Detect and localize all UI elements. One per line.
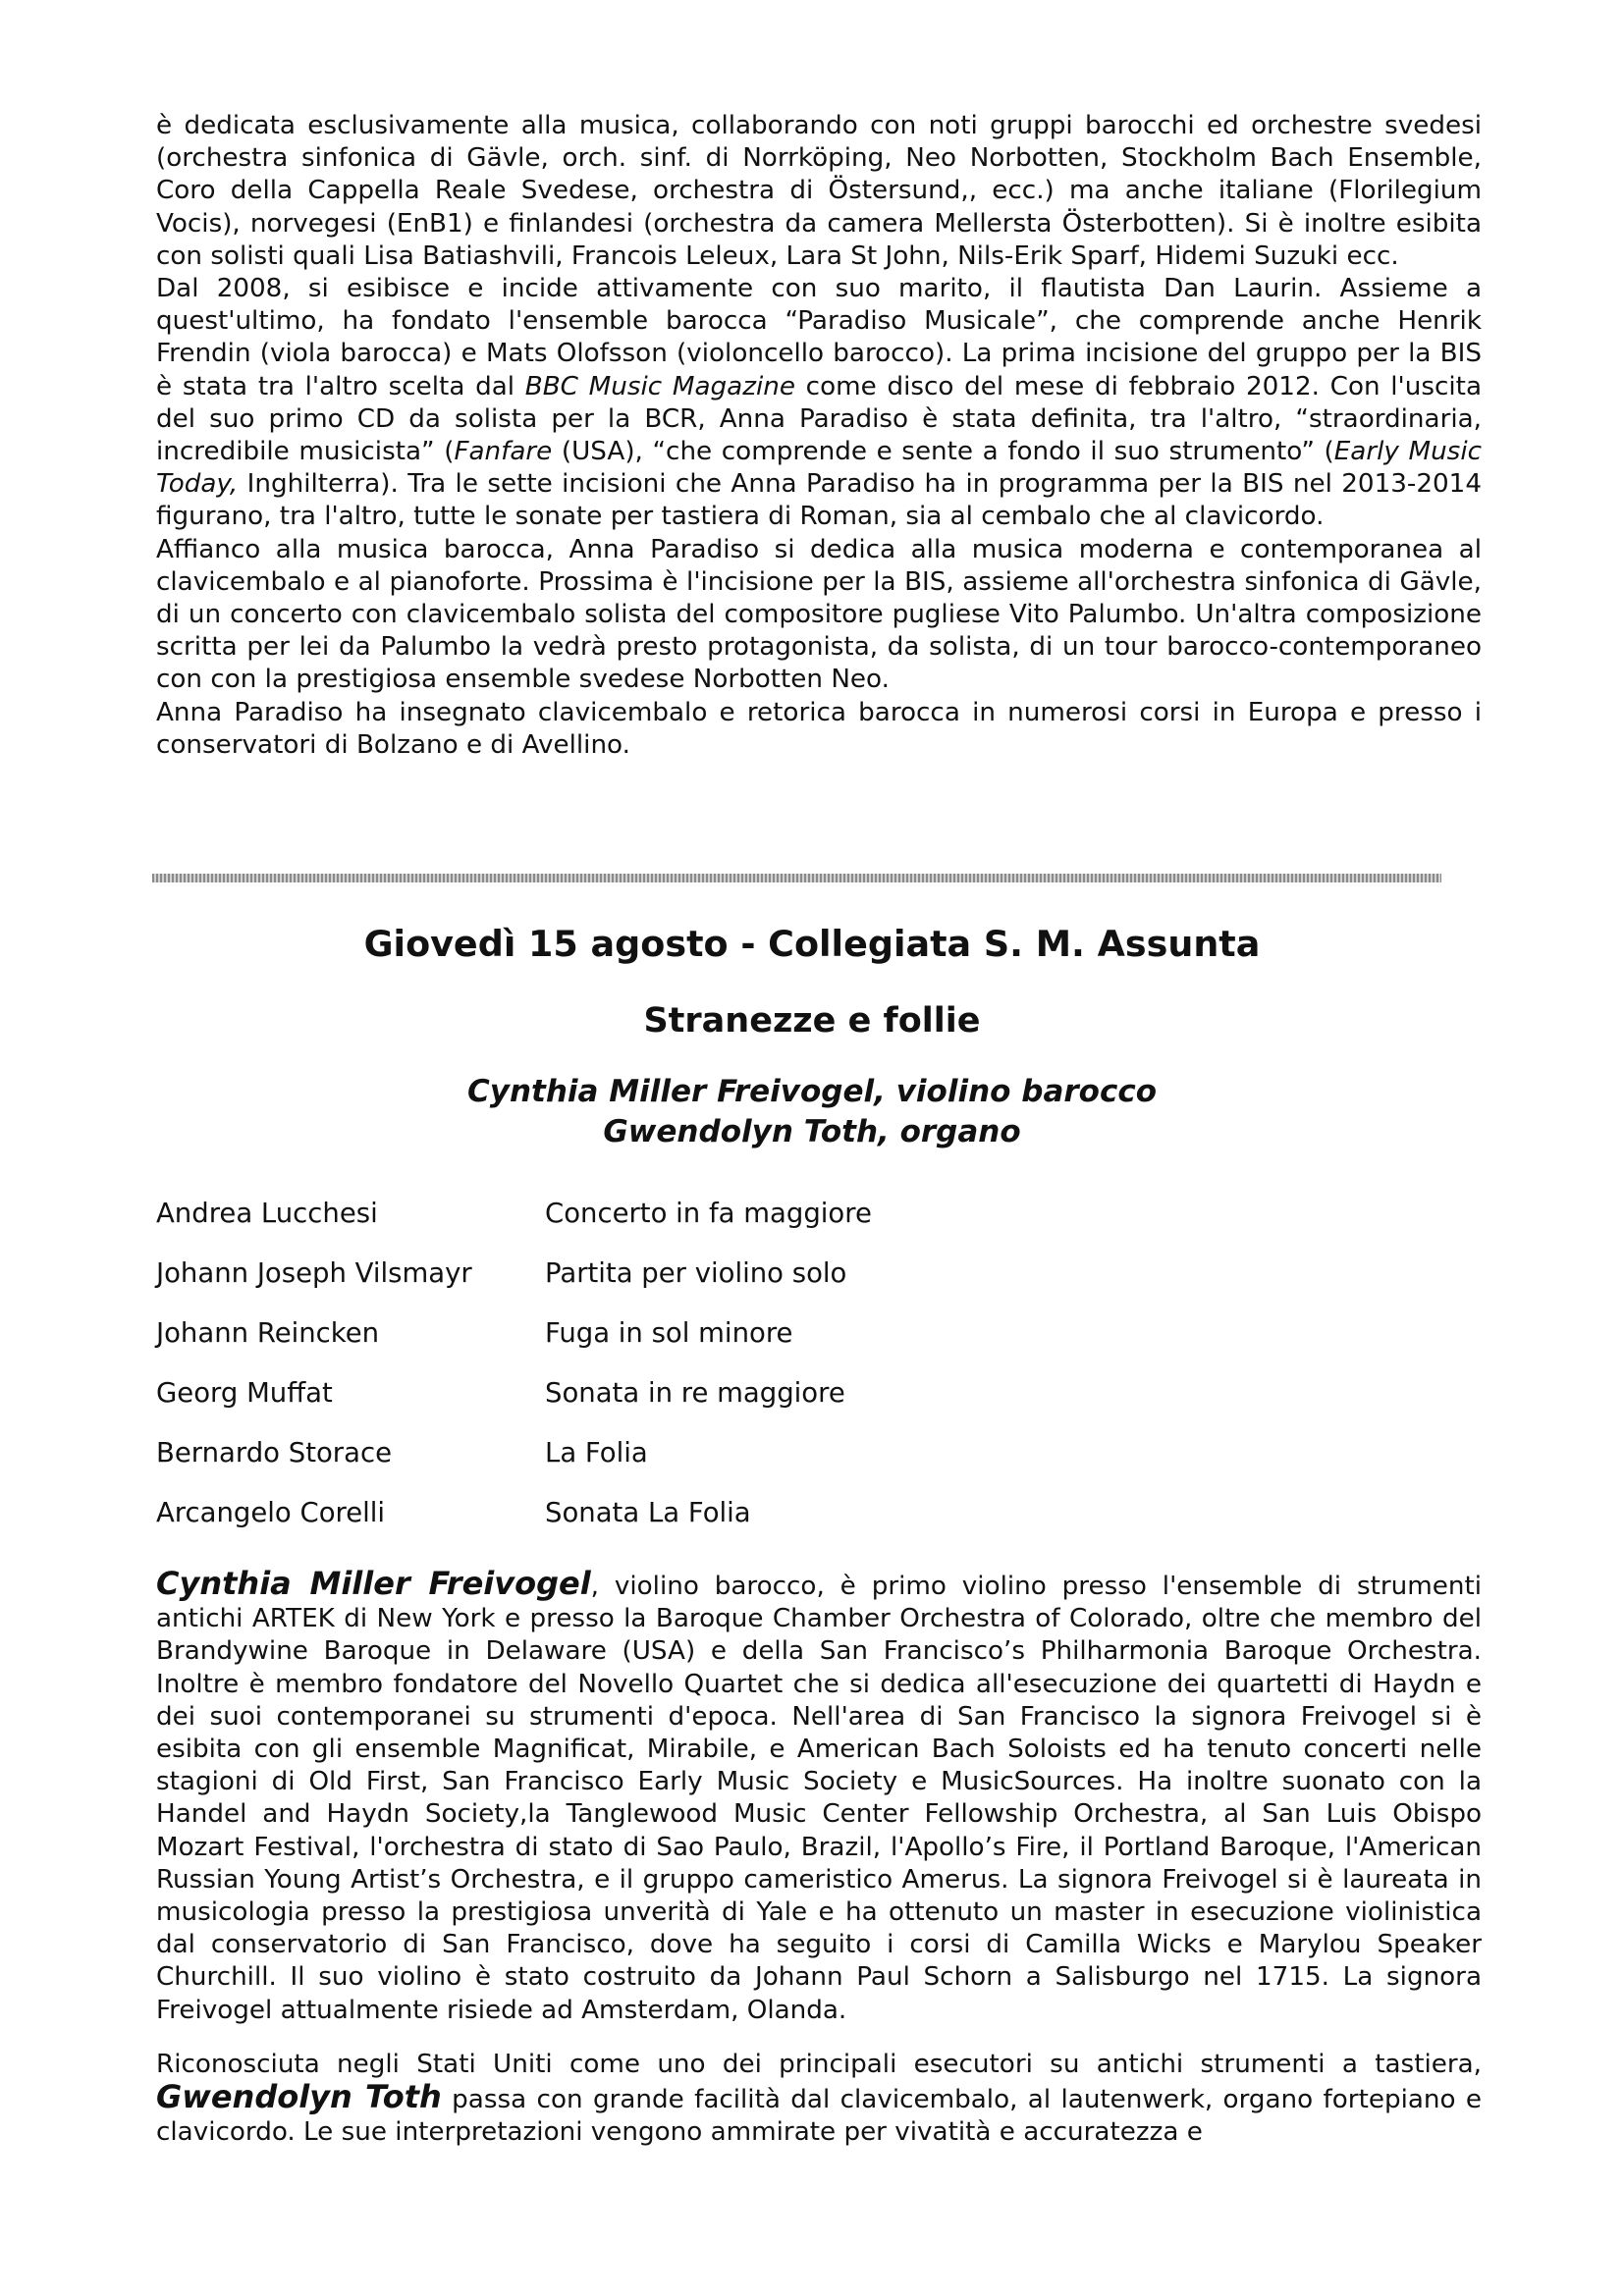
- program-composer: Arcangelo Corelli: [156, 1497, 386, 1528]
- performer-1: Cynthia Miller Freivogel, violino barocco: [467, 1074, 1157, 1109]
- intro-p2-text-d: Inghilterra). Tra le sette incisioni che Anna Paradiso ha in programma per la BIS nel 2013-2014 figurano, tra l'altro, tutte le sonate per tastiera di Roman, sia al cembalo che al clavicordo.: [156, 469, 1482, 532]
- intro-p2-text-b: come disco del mese di febbraio 2012. Con l'uscita del suo primo CD da solista per la BCR, Anna Paradiso è stata definita, tra l'altro, “straordinaria, incredibile musicista” (: [156, 371, 1482, 467]
- program-row: [156, 1196, 1334, 1255]
- program-work: Fuga in sol minore: [545, 1317, 793, 1349]
- program-composer: Johann Joseph Vilsmayr: [156, 1257, 472, 1289]
- program-row: [156, 1315, 1334, 1375]
- program-composer: Johann Reincken: [156, 1317, 380, 1349]
- event-title: Giovedì 15 agosto - Collegiata S. M. Assunta: [363, 923, 1261, 965]
- program-composer: Andrea Lucchesi: [156, 1198, 378, 1229]
- bio-name-freivogel: Cynthia Miller Freivogel: [156, 1565, 591, 1602]
- program-composer: Georg Muffat: [156, 1377, 333, 1409]
- intro-paragraph-3: Affianco alla musica barocca, Anna Paradiso si dedica alla musica moderna e contemporanea al clavicembalo e al pianoforte. Prossima è l'incisione per la BIS, assieme all'orchestra sinfonica di Gävle, di un concerto con clavicembalo solista del compositore pugliese Vito Palumbo. Un'altra composizione scritta per lei da Palumbo la vedrà presto protagonista, da solista, di un tour barocco-contemporaneo con con la prestigiosa ensemble svedese Norbotten Neo.: [156, 534, 1482, 695]
- program-work: Concerto in fa maggiore: [545, 1198, 872, 1229]
- bio-toth-text: passa con grande facilità dal clavicembalo, al lautenwerk, organo fortepiano e clavicordo. Le sue interpretazioni vengono ammirate per vivatità e accuratezza e: [156, 2085, 1483, 2148]
- bio-freivogel-text: , violino barocco, è primo violino presso l'ensemble di strumenti antichi ARTEK di New York e presso la Baroque Chamber Orchestra of Colorado, oltre che membro del Brandywine Baroque in Delaware (USA) e della San Francisco’s Philharmonia Baroque Orchestra. Inoltre è membro fondatore del Novello Quartet che si dedica all'esecuzione dei quartetti di Haydn e dei suoi contemporanei su strumenti d'epoca. Nell'area di San Francisco la signora Freivogel si è esibita con gli ensemble Magnificat, Mirabile, e American Bach Soloists ed ha tenuto concerti nelle stagioni di Old First, San Francisco Early Music Society e MusicSources. Ha inoltre suonato con la Handel and Haydn Society,la Tanglewood Music Center Fellowship Orchestra, al San Luis Obispo Mozart Festival, l'orchestra di stato di Sao Paulo, Brazil, l'Apollo’s Fire, il Portland Baroque, l'American Russian Young Artist’s Orchestra, e il gruppo cameristico Amerus. La signora Freivogel si è laureata in musicologia presso la prestigiosa unverità di Yale e ha ottenuto un master in esecuzione violinistica dal conservatorio di San Francisco, dove ha seguito i corsi di Camilla Wicks e Marylou Speaker Churchill. Il suo violino è stato costruito da Johann Paul Schorn a Salisburgo nel 1715. La signora Freivogel attualmente risiede ad Amsterdam, Olanda.: [156, 1572, 1482, 2025]
- program-work: Sonata La Folia: [545, 1497, 751, 1528]
- program-row: [156, 1375, 1334, 1435]
- intro-section: [156, 110, 1482, 762]
- program-work: Partita per violino solo: [545, 1257, 847, 1289]
- bio-toth: [156, 2049, 1482, 2150]
- program-row: [156, 1495, 1334, 1555]
- section-divider: [152, 874, 1441, 882]
- intro-paragraph-4: Anna Paradiso ha insegnato clavicembalo e retorica barocca in numerosi corsi in Europa e presso i conservatori di Bolzano e di Avellino.: [156, 697, 1482, 760]
- bio-toth-paragraph: [156, 2049, 1482, 2150]
- bio-freivogel-paragraph: [156, 1565, 1482, 2027]
- bio-freivogel: [156, 1565, 1482, 2027]
- intro-paragraph-2: [156, 273, 1482, 534]
- program-row: [156, 1435, 1334, 1495]
- program-row: [156, 1255, 1334, 1315]
- performer-2: Gwendolyn Toth, organo: [603, 1114, 1021, 1149]
- intro-p2-text-c: (USA), “che comprende e sente a fondo il suo strumento” (: [552, 437, 1334, 467]
- bio-name-toth: Gwendolyn Toth: [156, 2078, 442, 2116]
- program-composer: Bernardo Storace: [156, 1437, 392, 1468]
- magazine-title-early-music: Early Music Today,: [156, 437, 1482, 500]
- intro-p2-text-a: Dal 2008, si esibisce e incide attivamente con suo marito, il flautista Dan Laurin. Assieme a quest'ultimo, ha fondato l'ensemble barocca “Paradiso Musicale”, che comprende anche Henrik Frendin (viola barocca) e Mats Olofsson (violoncello barocco). La prima incisione del gruppo per la BIS è stata tra l'altro scelta dal: [156, 274, 1482, 401]
- event-subtitle: Stranezze e follie: [643, 1001, 981, 1041]
- program-work: La Folia: [545, 1437, 648, 1468]
- magazine-title-fanfare: Fanfare: [454, 437, 553, 467]
- performers-block: [0, 1072, 1624, 1152]
- program-list: [156, 1196, 1334, 1555]
- magazine-title-bbc: BBC Music Magazine: [524, 371, 795, 401]
- program-work: Sonata in re maggiore: [545, 1377, 845, 1409]
- intro-paragraph-1: è dedicata esclusivamente alla musica, collaborando con noti gruppi barocchi ed orchestre svedesi (orchestra sinfonica di Gävle, orch. sinf. di Norrköping, Neo Norbotten, Stockholm Bach Ensemble, Coro della Cappella Reale Svedese, orchestra di Östersund,, ecc.) ma anche italiane (Florilegium Vocis), norvegesi (EnB1) e finlandesi (orchestra da camera Mellersta Österbotten). Si è inoltre esibita con solisti quali Lisa Batiashvili, Francois Leleux, Lara St John, Nils-Erik Sparf, Hidemi Suzuki ecc.: [156, 111, 1482, 271]
- bio-toth-intro: Riconosciuta negli Stati Uniti come uno dei principali esecutori su antichi strumenti a tastiera,: [156, 2050, 1482, 2079]
